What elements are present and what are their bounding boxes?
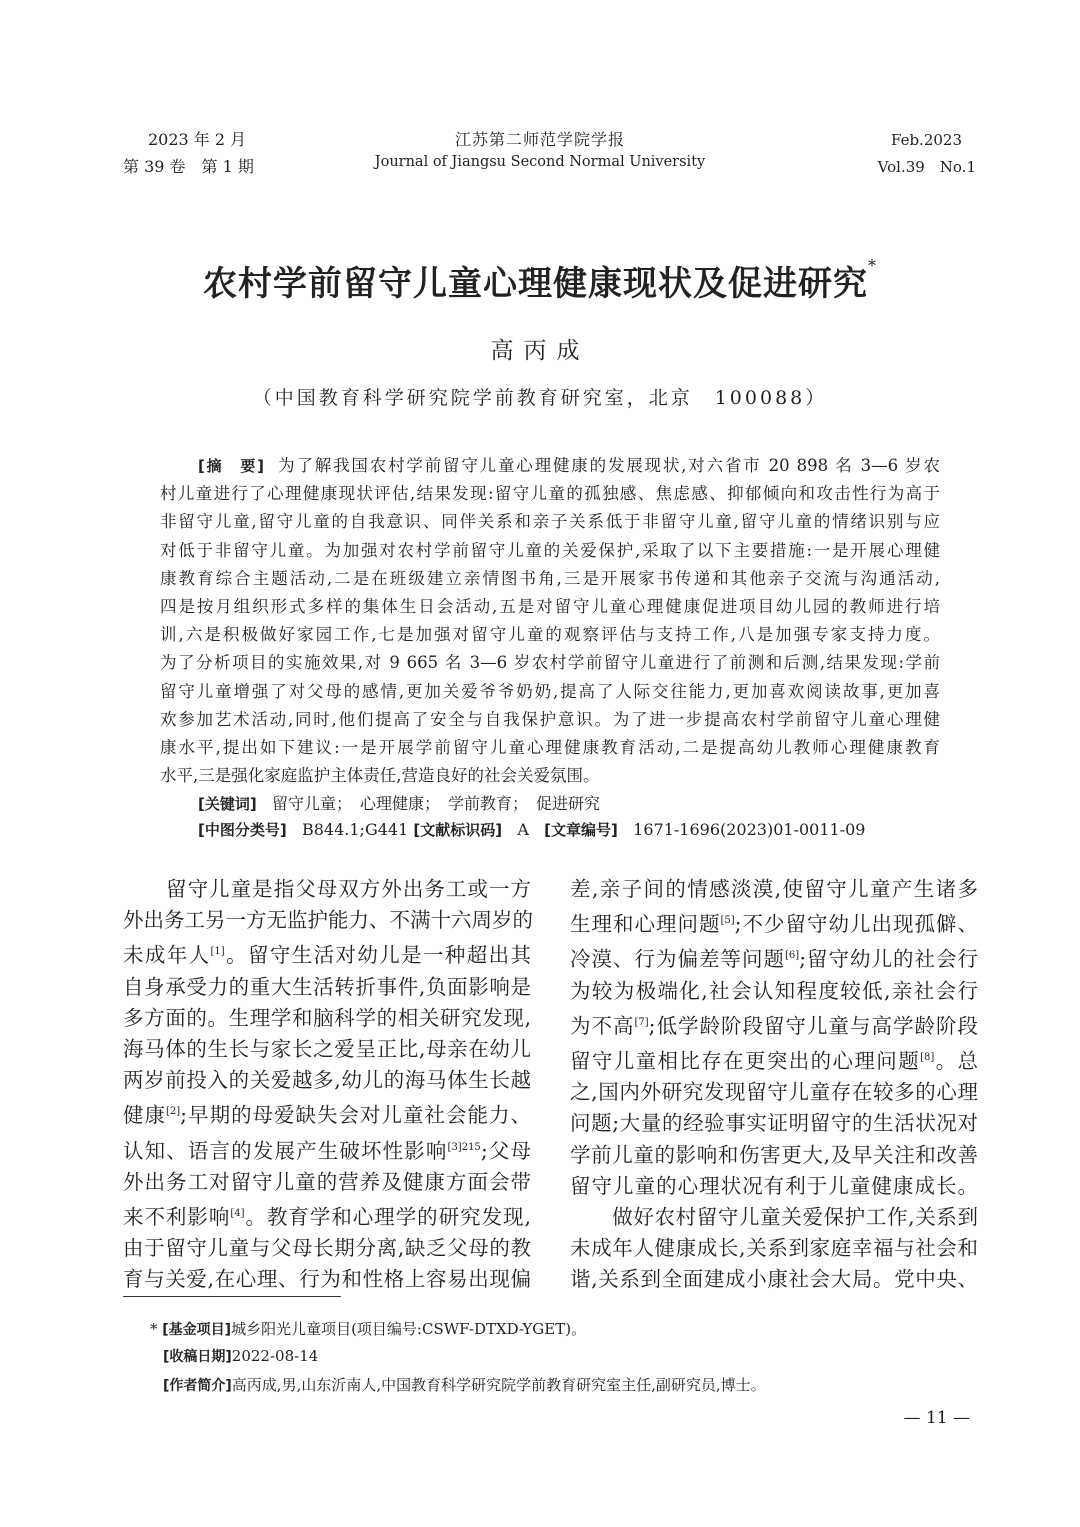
abstract-line <box>160 537 940 565</box>
journal-name-en: Journal of Jiangsu Second Normal University <box>374 154 706 170</box>
abstract-text: 康教育综合主题活动,二是在班级建立亲情图书角,三是开展家书传递和其他亲子交流与沟通活动, <box>160 568 940 588</box>
body-line <box>570 940 978 975</box>
body-line <box>570 976 978 1007</box>
abstract-text: 水平,三是强化家庭监护主体责任,营造良好的社会关爱氛围。 <box>160 766 600 786</box>
citation-ref: [2] <box>166 1106 181 1118</box>
body-text: 外出务工另一方无监护能力、不满十六周岁的 <box>123 908 533 933</box>
abstract-line <box>198 452 940 480</box>
body-line <box>123 1167 531 1198</box>
body-line <box>570 1140 978 1171</box>
abstract-text: 训,六是积极做好家园工作,七是加强对留守儿童的观察评估与支持工作,八是加强专家支持力度。 <box>160 625 940 645</box>
body-line <box>123 1233 531 1264</box>
fund-value: 城乡阳光儿童项目(项目编号:CSWF-DTXD-YGET)。 <box>231 1320 587 1338</box>
footnote-fund <box>150 1318 586 1339</box>
body-text: 两岁前投入的关爱越多,幼儿的海马体生长越 <box>123 1068 531 1093</box>
abstract-text: 对低于非留守儿童。为加强对农村学前留守儿童的关爱保护,采取了以下主要措施:一是开展心理健 <box>160 540 940 560</box>
body-line <box>570 1264 978 1295</box>
doc-code-value: A <box>517 820 529 839</box>
abstract-text: 康水平,提出如下建议:一是开展学前留守儿童心理健康教育活动,二是提高幼儿教师心理健康教育 <box>160 738 940 758</box>
body-text: 问题;大量的经验事实证明留守的生活状况对 <box>570 1111 978 1136</box>
body-text: 学前儿童的影响和伤害更大,及早关注和改善 <box>570 1142 978 1167</box>
citation-ref: [8] <box>920 1052 935 1064</box>
abstract-line <box>160 678 940 706</box>
body-column-right <box>570 874 978 1296</box>
author-bio-label: [作者简介] <box>163 1378 232 1394</box>
body-text: 认知、语言的发展产生破坏性影响 <box>123 1138 448 1163</box>
citation-ref: [5] <box>720 915 735 927</box>
article-number-value: 1671-1696(2023)01-0011-09 <box>633 820 866 839</box>
body-text: 。总 <box>934 1049 979 1074</box>
body-line <box>570 1007 978 1042</box>
abstract-text: 留守儿童增强了对父母的感情,更加关爱爷爷奶奶,提高了人际交往能力,更加喜欢阅读故事,更加喜 <box>160 681 940 701</box>
body-line <box>570 1108 978 1139</box>
abstract <box>160 452 940 790</box>
body-line <box>123 1034 531 1065</box>
abstract-text: 为了分析项目的实施效果,对 9 665 名 3—6 岁农村学前留守儿童进行了前测和后测,结果发现:学前 <box>160 653 940 673</box>
body-text: 差,亲子间的情感淡漠,使留守儿童产生诸多 <box>570 877 978 901</box>
body-line <box>123 874 531 905</box>
author-bio-value: 高丙成,男,山东沂南人,中国教育科学研究院学前教育研究室主任,副研究员,博士。 <box>231 1376 766 1394</box>
fund-mark: * <box>150 1320 158 1338</box>
body-column-left <box>123 874 531 1296</box>
body-line <box>570 1233 978 1264</box>
body-text: 。留守生活对幼儿是一种超出其 <box>224 943 532 968</box>
abstract-line <box>160 593 940 621</box>
body-line <box>123 936 531 971</box>
doc-code-label: [文献标识码] <box>413 821 503 839</box>
citation-ref: [6] <box>784 950 800 962</box>
abstract-text: 为了解我国农村学前留守儿童心理健康的发展现状,对六省市 20 898 名 3—6 岁农 <box>278 456 940 475</box>
body-text: 多方面的。生理学和脑科学的相关研究发现, <box>123 1005 531 1030</box>
body-line <box>123 1198 531 1233</box>
body-text: 为较为极端化,社会认知程度较低,亲社会行 <box>570 978 978 1003</box>
keywords-value: 留守儿童； 心理健康； 学前教育； 促进研究 <box>271 794 600 813</box>
body-text: 之,国内外研究发现留守儿童存在较多的心理 <box>570 1080 978 1105</box>
body-text: 留守儿童相比存在更突出的心理问题 <box>570 1049 921 1074</box>
body-text: 由于留守儿童与父母长期分离,缺乏父母的教 <box>123 1236 531 1261</box>
abstract-line <box>160 508 940 536</box>
body-text: ;低学龄阶段留守儿童与高学龄阶段 <box>648 1013 979 1038</box>
citation-ref: [3]215 <box>447 1141 481 1153</box>
body-text: 自身承受力的重大生活转折事件,负面影响是 <box>123 974 531 999</box>
header-volume-cn: 第 39 卷 第 1 期 <box>123 157 254 176</box>
body-text: 海马体的生长与家长之爱呈正比,母亲在幼儿 <box>123 1037 531 1062</box>
abstract-text: 四是按月组织形式多样的集体生日会活动,五是对留守儿童心理健康促进项目幼儿园的教师进行培 <box>160 597 940 617</box>
abstract-line <box>160 706 940 734</box>
abstract-text: 欢参加艺术活动,同时,他们提高了安全与自我保护意识。为了进一步提高农村学前留守儿童心理健 <box>160 709 940 729</box>
body-text: 为不高 <box>570 1013 635 1038</box>
body-line <box>123 1132 531 1167</box>
footnote-received-date <box>163 1346 318 1366</box>
body-line <box>570 1202 978 1233</box>
title-footnote-mark: * <box>868 256 877 275</box>
citation-ref: [1] <box>210 946 225 958</box>
received-value: 2022-08-14 <box>231 1347 319 1365</box>
body-line <box>570 905 978 940</box>
journal-name-cn: 江苏第二师范学院学报 <box>454 130 625 149</box>
header-date-en: Feb.2023 <box>890 131 962 149</box>
header-volume-en: Vol.39 No.1 <box>877 158 976 176</box>
keywords-label: [关键词] <box>198 795 257 813</box>
body-text: 未成年人 <box>123 943 211 968</box>
body-line <box>570 1171 978 1202</box>
body-text: 留守儿童的心理状况有利于儿童健康成长。 <box>570 1173 978 1198</box>
body-text: 留守儿童是指父母双方外出务工或一方 <box>123 877 531 901</box>
abstract-line <box>160 762 940 790</box>
clc-value: B844.1;G441 <box>301 820 409 839</box>
body-line <box>123 972 531 1003</box>
clc-label: [中图分类号] <box>198 821 287 839</box>
body-text: 健康 <box>123 1103 166 1128</box>
body-text: 。教育学和心理学的研究发现, <box>244 1205 532 1230</box>
body-line <box>123 1003 531 1034</box>
body-line <box>123 1096 531 1131</box>
header-date-cn: 2023 年 2 月 <box>148 130 247 149</box>
abstract-label: [摘 要] <box>198 457 264 475</box>
abstract-text: 非留守儿童,留守儿童的自我意识、同伴关系和亲子关系低于非留守儿童,留守儿童的情绪识别与应 <box>160 512 940 532</box>
body-text: 生理和心理问题 <box>570 912 721 937</box>
citation-ref: [7] <box>634 1016 649 1028</box>
body-text: ;早期的母爱缺失会对儿童社会能力、 <box>180 1103 532 1128</box>
body-text: 未成年人健康成长,关系到家庭幸福与社会和 <box>570 1236 978 1261</box>
footnote-author-bio <box>163 1374 766 1395</box>
footnote-separator <box>123 1296 341 1297</box>
abstract-line <box>160 734 940 762</box>
abstract-line <box>160 565 940 593</box>
body-text: 做好农村留守儿童关爱保护工作,关系到 <box>570 1205 978 1230</box>
abstract-text: 村儿童进行了心理健康现状评估,结果发现:留守儿童的孤独感、焦虑感、抑郁倾向和攻击性行为高于 <box>160 484 940 504</box>
body-line <box>123 1065 531 1096</box>
classification <box>198 819 865 840</box>
body-line <box>123 905 531 936</box>
body-text: ;父母 <box>480 1138 531 1163</box>
citation-ref: [4] <box>230 1208 245 1220</box>
abstract-line <box>160 480 940 508</box>
fund-label: [基金项目] <box>162 1322 232 1338</box>
body-line <box>123 1264 531 1295</box>
body-text: ;不少留守幼儿出现孤僻、 <box>734 912 979 937</box>
article-title <box>0 256 1080 305</box>
author-name: 高丙成 <box>490 338 590 364</box>
body-text: 育与关爱,在心理、行为和性格上容易出现偏 <box>123 1267 531 1292</box>
article-number-label: [文章编号] <box>544 821 618 839</box>
abstract-line <box>160 649 940 677</box>
body-text: 冷漠、行为偏差等问题 <box>570 947 785 972</box>
body-text: 来不利影响 <box>123 1205 231 1230</box>
body-text: 谐,关系到全面建成小康社会大局。党中央、 <box>570 1267 978 1292</box>
abstract-line <box>160 621 940 649</box>
body-line <box>570 1042 978 1077</box>
received-label: [收稿日期] <box>163 1349 232 1365</box>
body-text: ;留守幼儿的社会行 <box>799 947 979 972</box>
page-number: — 11 — <box>903 1408 970 1428</box>
keywords <box>198 791 600 814</box>
title-text: 农村学前留守儿童心理健康现状及促进研究 <box>203 264 868 304</box>
body-line <box>570 1077 978 1108</box>
affiliation: （中国教育科学研究院学前教育研究室，北京 100088） <box>252 387 828 409</box>
body-text: 外出务工对留守儿童的营养及健康方面会带 <box>123 1169 531 1194</box>
body-line <box>570 874 978 905</box>
